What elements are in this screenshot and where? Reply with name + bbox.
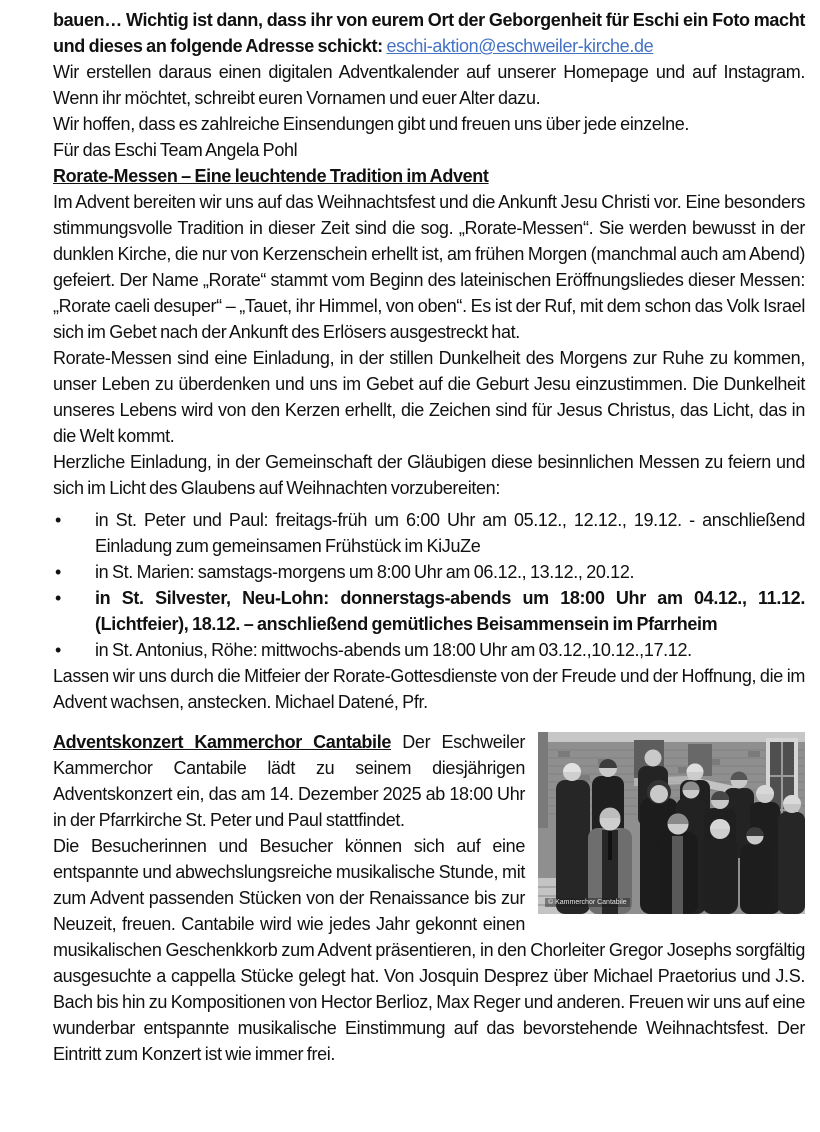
choir-photo-illustration: [538, 732, 805, 914]
list-item-text: in St. Peter und Paul: freitags-früh um 6:00 Uhr am 05.12., 12.12., 19.12. - anschließend Einladung zum gemeinsamen Frühstück im KiJuZe: [95, 510, 805, 556]
rorate-schedule-list: [53, 507, 805, 663]
list-item-st-silvester: [53, 585, 805, 637]
rorate-paragraph-1: Im Advent bereiten wir uns auf das Weihnachtsfest und die Ankunft Jesu Christi vor. Eine besonders stimmungsvolle Tradition in dieser Zeit sind die sog. „Rorate-Messen“. Sie werden bewusst in der dunklen Kirche, die nur von Kerzenschein erhellt ist, am frühen Morgen (manchmal auch am Abend) gefeiert. Der Name „Rorate“ stammt vom Beginn des lateinischen Eröffnungsliedes dieser Messen: „Rorate caeli desuper“ – „Tauet, ihr Himmel, von oben“. Es ist der Ruf, mit dem schon das Volk Israel sich im Gebet nach der Ankunft des Erlösers ausgestreckt hat.: [53, 192, 805, 342]
list-item-st-marien: [53, 559, 805, 585]
section-heading-rorate: Rorate-Messen – Eine leuchtende Tradition im Advent: [53, 166, 489, 186]
email-link[interactable]: eschi-aktion@eschweiler-kirche.de: [386, 36, 654, 56]
bullet-icon: •: [55, 510, 61, 530]
bullet-icon: •: [55, 588, 61, 608]
list-item-text: in St. Marien: samstags-morgens um 8:00 Uhr am 06.12., 13.12., 20.12.: [95, 562, 635, 582]
rorate-closing-paragraph: Lassen wir uns durch die Mitfeier der Rorate-Gottesdienste von der Freude und der Hoffnung, die im Advent wachsen, anstecken. Michael Datené, Pfr.: [53, 666, 805, 712]
intro-lead-text: bauen… Wichtig ist dann, dass ihr von eurem Ort der Geborgenheit für Eschi ein Foto macht und dieses an folgende Adresse schickt:: [53, 10, 805, 56]
bullet-icon: •: [55, 562, 61, 582]
list-item-peter-und-paul: [53, 507, 805, 559]
list-item-text: in St. Silvester, Neu-Lohn: donnerstags-abends um 18:00 Uhr am 04.12., 11.12. (Lichtfeier), 18.12. – anschließend gemütliches Beisammensein im Pfarrheim: [95, 588, 805, 634]
photo-caption: © Kammerchor Cantabile: [545, 898, 630, 907]
intro-lead-paragraph: [53, 7, 805, 59]
rorate-paragraph-2: Rorate-Messen sind eine Einladung, in der stillen Dunkelheit des Morgens zur Ruhe zu kommen, unser Leben zu überdenken und uns im Gebet auf die Geburt Jesu einzustimmen. Die Dunkelheit unseres Lebens wird von den Kerzen erhellt, die Zeichen sind für Jesus Christus, das Licht, das in die Welt kommt.: [53, 348, 805, 446]
rorate-paragraph-invitation: Herzliche Einladung, in der Gemeinschaft der Gläubigen diese besinnlichen Messen zu feiern und sich im Licht des Glaubens auf Weihnachten vorzubereiten:: [53, 452, 805, 498]
section-adventskonzert: [53, 729, 805, 1067]
konzert-paragraph-1-text: Der Eschweiler Kammerchor Cantabile lädt zu seinem diesjährigen Adventskonzert ein, das am 14. Dezember 2025 ab 18:00 Uhr in der Pfarrkirche St. Peter und Paul stattfindet.: [53, 732, 526, 830]
intro-paragraph: Wir erstellen daraus einen digitalen Adventkalender auf unserer Homepage und auf Instagram. Wenn ihr möchtet, schreibt euren Vornamen und euer Alter dazu.: [53, 62, 805, 108]
section-heading-adventskonzert: Adventskonzert Kammerchor Cantabile: [53, 732, 392, 752]
intro-line-signoff: Für das Eschi Team Angela Pohl: [53, 140, 298, 160]
bullet-icon: •: [55, 640, 61, 660]
list-item-text: in St. Antonius, Röhe: mittwochs-abends um 18:00 Uhr am 03.12.,10.12.,17.12.: [95, 640, 692, 660]
konzert-paragraph-2: Die Besucherinnen und Besucher können sich auf eine entspannte und abwechslungsreiche musikalische Stunde, mit zum Advent passenden Stücken von der Renaissance bis zur Neuzeit, freuen. Cantabile wird wie jedes Jahr gekonnt einen musikalischen Geschenkkorb zum Advent präsentieren, in den Chorleiter Gregor Josephs sorgfältig ausgesuchte a cappella Stücke gelegt hat. Von Josquin Desprez über Michael Praetorius und J.S. Bach bis hin zu Kompositionen von Hector Berlioz, Max Reger und anderen. Freuen wir uns auf eine wunderbar entspannte musikalische Einstimmung auf das bevorstehende Weihnachtsfest. Der Eintritt zum Konzert ist wie immer frei.: [53, 836, 805, 1064]
choir-photo: [538, 732, 805, 914]
intro-line-hope: Wir hoffen, dass es zahlreiche Einsendungen gibt und freuen uns über jede einzelne.: [53, 114, 690, 134]
list-item-st-antonius: [53, 637, 805, 663]
